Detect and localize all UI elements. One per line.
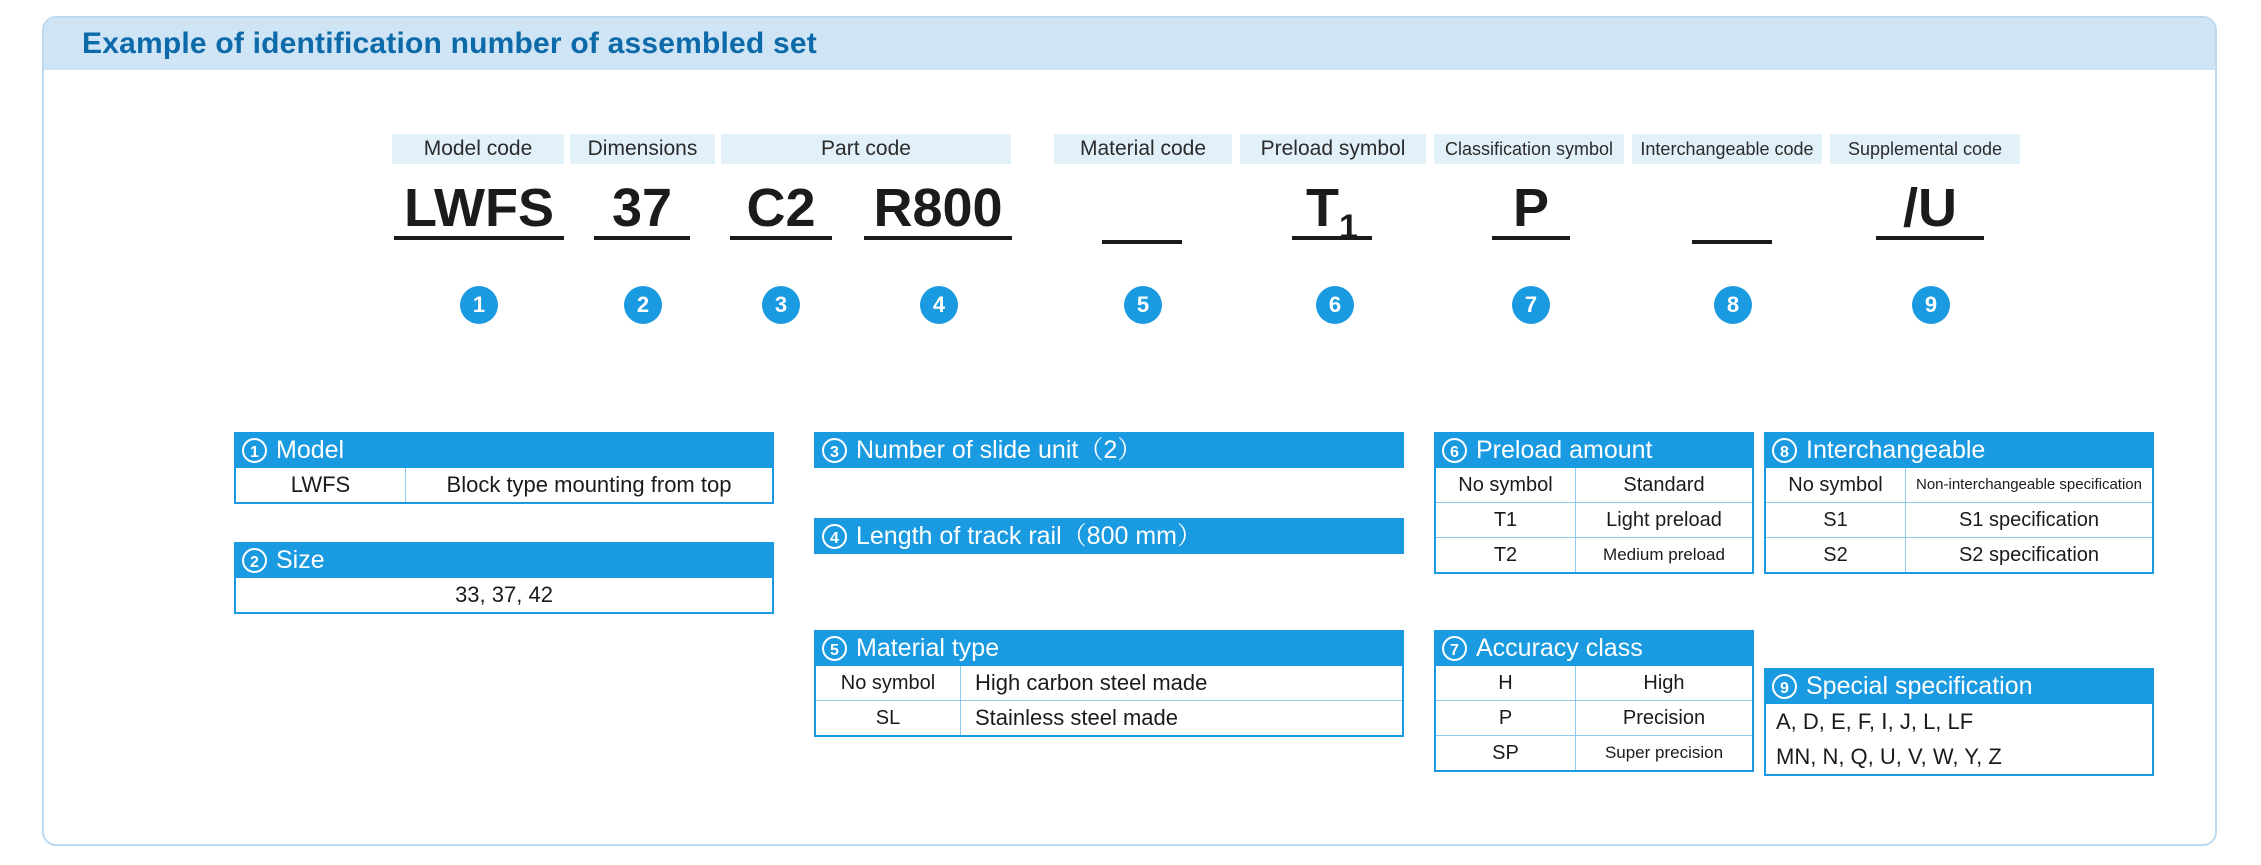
legend-preload-title: Preload amount [1476, 436, 1653, 464]
label-supplemental-code: Supplemental code [1830, 134, 2020, 164]
legend-model-title: Model [276, 436, 345, 464]
table-row [1436, 736, 1752, 770]
code-number-8: 8 [1714, 286, 1752, 324]
legend-size-title: Size [276, 546, 325, 574]
code-number-7: 7 [1512, 286, 1550, 324]
legend-accuracy-desc: Super precision [1604, 743, 1724, 762]
label-preload-symbol: Preload symbol [1240, 134, 1426, 164]
code-number-5: 5 [1124, 286, 1162, 324]
legend-track-rail [814, 518, 1404, 554]
legend-size [234, 542, 774, 614]
legend-preload-symbol: No symbol [1436, 468, 1576, 502]
table-row [1766, 468, 2152, 503]
legend-preload-symbol: T1 [1436, 503, 1576, 537]
legend-material-desc: High carbon steel made [975, 670, 1208, 695]
legend-accuracy-symbol: P [1436, 701, 1576, 735]
legend-accuracy-title: Accuracy class [1476, 634, 1643, 662]
legend-slide-unit-number: 3 [822, 438, 847, 463]
legend-material-symbol: SL [816, 701, 961, 735]
code-number-4: 4 [920, 286, 958, 324]
legend-interchangeable-number: 8 [1772, 438, 1797, 463]
code-preload-letter: T [1306, 178, 1340, 238]
legend-material-body [814, 666, 1404, 737]
legend-accuracy-number: 7 [1442, 636, 1467, 661]
table-row [1436, 538, 1752, 572]
legend-accuracy-symbol: SP [1436, 736, 1576, 770]
legend-model-header [234, 432, 774, 468]
legend-material-number: 5 [822, 636, 847, 661]
code-number-1: 1 [460, 286, 498, 324]
legend-interchangeable-symbol: S2 [1766, 538, 1906, 572]
table-row [1436, 468, 1752, 503]
identification-number-panel [42, 16, 2217, 846]
table-row [236, 578, 772, 612]
legend-material [814, 630, 1404, 737]
legend-preload-symbol: T2 [1436, 538, 1576, 572]
legend-model-body [234, 468, 774, 504]
legend-accuracy [1434, 630, 1754, 772]
table-row [1766, 538, 2152, 572]
label-part-code: Part code [721, 134, 1011, 164]
legend-size-body [234, 578, 774, 614]
code-preload [1292, 178, 1372, 246]
legend-special-number: 9 [1772, 674, 1797, 699]
legend-special [1764, 668, 2154, 776]
code-number-9: 9 [1912, 286, 1950, 324]
legend-slide-unit-title: Number of slide unit（2） [856, 436, 1143, 464]
legend-preload-desc: Medium preload [1603, 545, 1725, 564]
legend-model-symbol: LWFS [236, 468, 406, 502]
code-rail-length: R800 [864, 178, 1012, 240]
legend-interchangeable-desc: S2 specification [1958, 544, 2100, 566]
table-row [236, 468, 772, 502]
code-preload-sub: 1 [1339, 207, 1358, 246]
code-interchangeable-blank [1692, 178, 1772, 244]
legend-model [234, 432, 774, 504]
table-row [1436, 503, 1752, 538]
legend-accuracy-header [1434, 630, 1754, 666]
code-special: /U [1876, 178, 1984, 240]
legend-accuracy-body [1434, 666, 1754, 772]
code-accuracy: P [1492, 178, 1570, 240]
legend-special-line: MN, N, Q, U, V, W, Y, Z [1776, 744, 2002, 769]
legend-material-header [814, 630, 1404, 666]
legend-interchangeable [1764, 432, 2154, 574]
legend-size-values: 33, 37, 42 [455, 582, 553, 607]
legend-track-rail-title: Length of track rail（800 mm） [856, 522, 1202, 550]
legend-model-number: 1 [242, 438, 267, 463]
legend-preload [1434, 432, 1754, 574]
code-size: 37 [594, 178, 690, 240]
legend-preload-desc: Standard [1623, 474, 1705, 496]
legend-preload-desc: Light preload [1606, 509, 1722, 531]
legend-special-body [1764, 704, 2154, 776]
label-dimensions: Dimensions [570, 134, 715, 164]
legend-accuracy-symbol: H [1436, 666, 1576, 700]
panel-title-bar [44, 18, 2215, 70]
legend-interchangeable-body [1764, 468, 2154, 574]
legend-material-symbol: No symbol [816, 666, 961, 700]
label-material-code: Material code [1054, 134, 1232, 164]
table-row [816, 701, 1402, 735]
label-interchangeable-code: Interchangeable code [1632, 134, 1822, 164]
code-slide-unit: C2 [730, 178, 832, 240]
legend-model-desc: Block type mounting from top [446, 472, 732, 497]
table-row [1766, 503, 2152, 538]
legend-interchangeable-desc: S1 specification [1958, 509, 2100, 531]
code-model: LWFS [394, 178, 564, 240]
legend-interchangeable-header [1764, 432, 2154, 468]
code-number-2: 2 [624, 286, 662, 324]
legend-slide-unit [814, 432, 1404, 468]
legend-size-number: 2 [242, 548, 267, 573]
table-row [1436, 666, 1752, 701]
legend-preload-number: 6 [1442, 438, 1467, 463]
code-number-3: 3 [762, 286, 800, 324]
identification-code-row [44, 78, 2215, 318]
legend-size-header [234, 542, 774, 578]
label-model-code: Model code [392, 134, 564, 164]
legend-interchangeable-title: Interchangeable [1806, 436, 1986, 464]
page-title: Example of identification number of assembled set [82, 27, 817, 60]
legend-interchangeable-symbol: S1 [1766, 503, 1906, 537]
code-material-blank [1102, 178, 1182, 244]
label-classification-symbol: Classification symbol [1434, 134, 1624, 164]
legend-special-line: A, D, E, F, Ⅰ, J, L, LF [1776, 709, 1974, 734]
legend-accuracy-desc: Precision [1622, 707, 1706, 729]
legend-preload-header [1434, 432, 1754, 468]
code-number-6: 6 [1316, 286, 1354, 324]
legend-preload-body [1434, 468, 1754, 574]
legend-material-desc: Stainless steel made [975, 705, 1178, 730]
legend-special-header [1764, 668, 2154, 704]
legend-track-rail-number: 4 [822, 524, 847, 549]
legend-interchangeable-desc: Non-interchangeable specification [1916, 476, 2142, 493]
legend-slide-unit-header [814, 432, 1404, 468]
legend-accuracy-desc: High [1643, 672, 1685, 694]
legend-material-title: Material type [856, 634, 1000, 662]
legend-interchangeable-symbol: No symbol [1766, 468, 1906, 502]
legend-track-rail-header [814, 518, 1404, 554]
table-row [1436, 701, 1752, 736]
legend-special-title: Special specification [1806, 672, 2033, 700]
table-row [816, 666, 1402, 701]
